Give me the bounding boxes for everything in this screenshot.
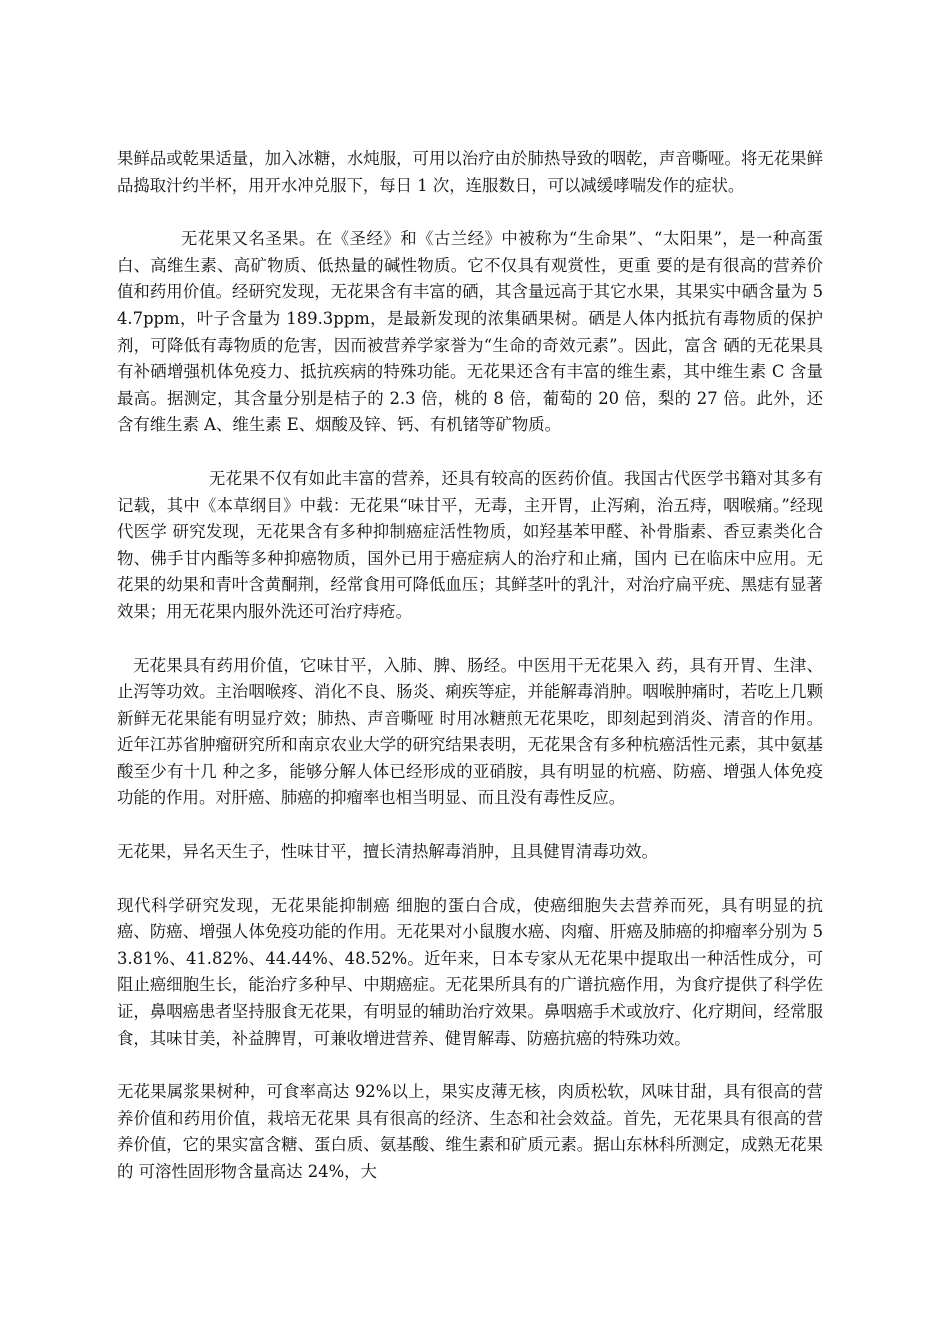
paragraph-fig-alias: 无花果，异名天生子，性味甘平，擅长清热解毒消肿，且具健胃清毒功效。: [117, 842, 658, 862]
paragraph-fig-cultivation: 无花果属浆果树种，可食率高达 92%以上，果实皮薄无核，肉质松软，风味甘甜，具有很高的营养价值和药用价值，栽培无花果 具有很高的经济、生态和社会效益。首先，无花果具有很高的营养价值，它的果实富含糖、蛋白质、氨基酸、维生素和矿质元素。据山东林科所测定，成熟无花果的 可溶性固形物含量高达 24%，大: [117, 1082, 823, 1181]
paragraph-fig-remedy: 果鲜品或乾果适量，加入冰糖，水炖服，可用以治疗由於肺热导致的咽乾，声音嘶哑。将无花果鲜品捣取汁约半杯，用开水冲兑服下，每日 1 次，连服数日，可以减缓哮喘发作的症状。: [117, 149, 823, 195]
paragraph-fig-medicinal-use: 无花果具有药用价值，它味甘平，入肺、脾、肠经。中医用干无花果入 药，具有开胃、生津、止泻等功效。主治咽喉疼、消化不良、肠炎、痢疾等症，并能解毒消肿。咽喉肿痛时，若吃上几颗新鲜无花果能有明显疗效；肺热、声音嘶哑 时用冰糖煎无花果吃，即刻起到消炎、清音的作用。近年江苏省肿瘤研究所和南京农业大学的研究结果表明，无花果含有多种杭癌活性元素，其中氨基酸至少有十几 种之多，能够分解人体已经形成的亚硝胺，具有明显的杭癌、防癌、增强人体免疫功能的作用。对肝癌、肺癌的抑瘤率也相当明显、而且没有毒性反应。: [117, 655, 823, 808]
document-page: [117, 146, 823, 1186]
paragraph-fig-nutrition: 无花果又名圣果。在《圣经》和《古兰经》中被称为“生命果”、“太阳果”，是一种高蛋白、高维生素、高矿物质、低热量的碱性物质。它不仅具有观赏性，更重 要的是有很高的营养价值和药用价值。经研究发现，无花果含有丰富的硒，其含量远高于其它水果，其果实中硒含量为 54.7ppm，叶子含量为 189.3ppm，是最新发现的浓集硒果树。硒是人体内抵抗有毒物质的保护剂，可降低有毒物质的危害，因而被营养学家誉为“生命的奇效元素”。因此，富含 硒的无花果具有补硒增强机体免疫力、抵抗疾病的特殊功能。无花果还含有丰富的维生素，其中维生素 C 含量最高。据测定，其含量分别是桔子的 2.3 倍，桃的 8 倍，葡萄的 20 倍，梨的 27 倍。此外，还含有维生素 A、维生素 E、烟酸及锌、钙、有机锗等矿物质。: [117, 229, 823, 435]
paragraph-fig-anticancer: 现代科学研究发现，无花果能抑制癌 细胞的蛋白合成，使癌细胞失去营养而死，具有明显的抗癌、防癌、增强人体免疫功能的作用。无花果对小鼠腹水癌、肉瘤、肝癌及肺癌的抑瘤率分别为 53.81%、41.82%、44.44%、48.52%。近年来，日本专家从无花果中提取出一种活性成分，可阻止癌细胞生长，能治疗多种早、中期癌症。无花果所具有的广谱抗癌作用，为食疗提供了科学佐证，鼻咽癌患者坚持服食无花果，有明显的辅助治疗效果。鼻咽癌手术或放疗、化疗期间，经常服食，其味甘美，补益脾胃，可兼收增进营养、健胃解毒、防癌抗癌的特殊功效。: [117, 895, 823, 1048]
paragraph-fig-medical-value: 无花果不仅有如此丰富的营养，还具有较高的医药价值。我国古代医学书籍对其多有记载，其中《本草纲目》中载：无花果“味甘平，无毒，主开胃，止泻痢，治五痔，咽喉痛。”经现代医学 研究发现，无花果含有多种抑制癌症活性物质，如羟基苯甲醛、补骨脂素、香豆素类化合物、佛手甘内酯等多种抑癌物质，国外已用于癌症病人的治疗和止痛，国内 已在临床中应用。无花果的幼果和青叶含黄酮荆，经常食用可降低血压；其鲜茎叶的乳汁，对治疗扁平疣、黑痣有显著效果；用无花果内服外洗还可治疗痔疮。: [117, 468, 823, 621]
